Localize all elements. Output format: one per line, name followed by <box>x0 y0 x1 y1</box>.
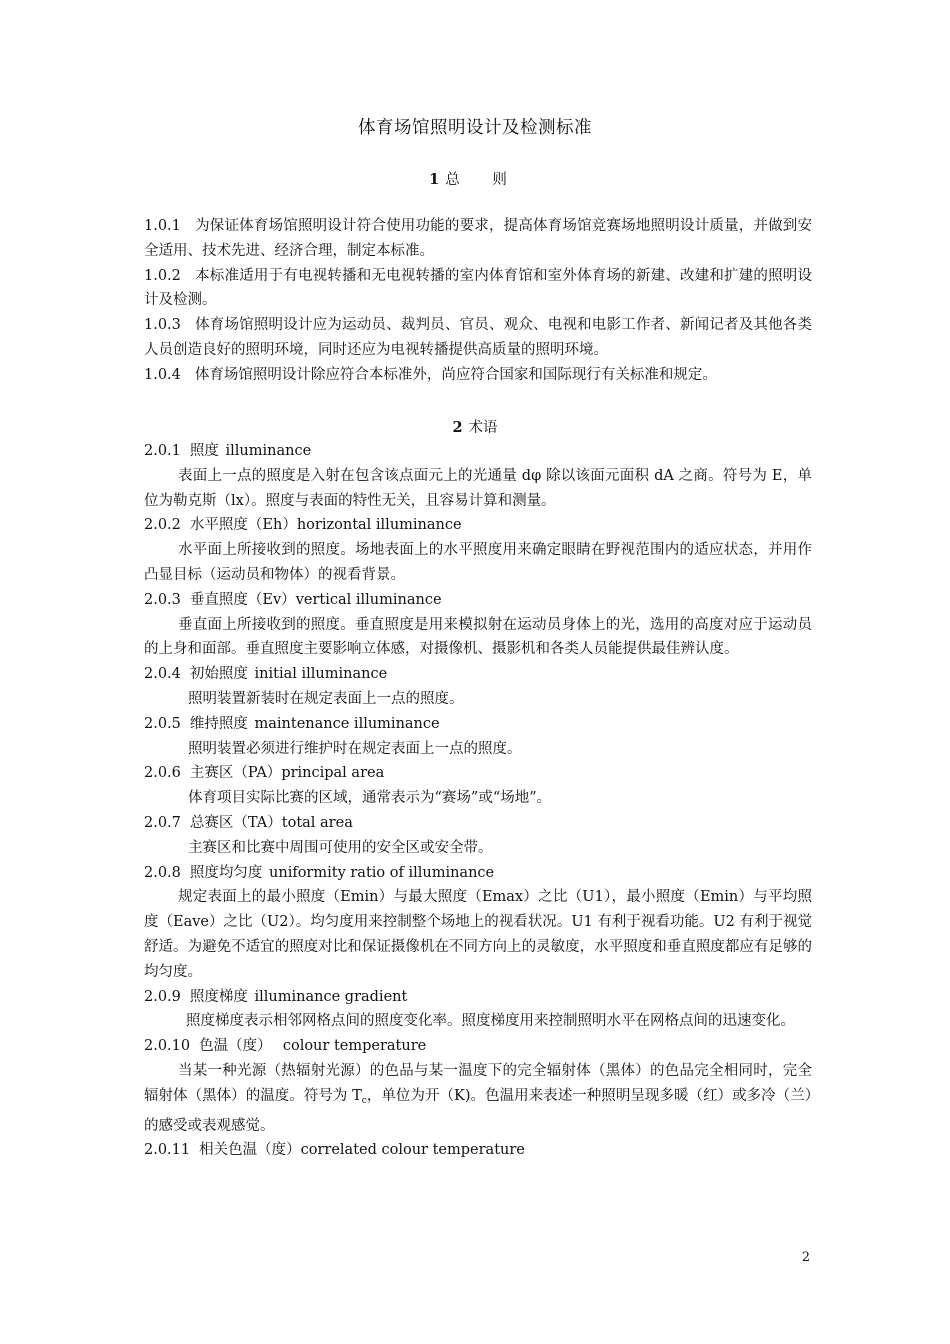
term-english: total area <box>281 814 353 831</box>
term-number: 2.0.8 <box>144 864 181 881</box>
term-chinese: 总赛区（TA） <box>189 814 282 831</box>
clause-1-0-2 <box>144 264 812 314</box>
term-number: 2.0.11 <box>144 1142 191 1159</box>
term-2-0-9-definition: 照度梯度表示相邻网格点间的照度变化率。照度梯度用来控制照明水平在网格点间的迅速变化。 <box>186 1013 795 1030</box>
section-2-body <box>144 439 812 1163</box>
term-english: correlated colour temperature <box>300 1142 525 1159</box>
clause-1-0-1 <box>144 214 812 264</box>
term-english: horizontal illuminance <box>296 517 462 534</box>
clause-number: 1.0.2 <box>144 267 181 284</box>
term-number: 2.0.2 <box>144 517 181 534</box>
term-2-0-1-definition: 表面上一点的照度是入射在包含该点面元上的光通量 dφ 除以该面元面积 dA 之商。符号为 E，单位为勒克斯（lx）。照度与表面的特性无关，且容易计算和测量。 <box>144 467 812 509</box>
term-number: 2.0.10 <box>144 1038 191 1055</box>
term-chinese: 维持照度 <box>189 715 248 732</box>
term-2-0-1-heading <box>144 439 812 464</box>
term-chinese: 水平照度（Eh） <box>189 517 297 534</box>
term-2-0-5-definition: 照明装置必须进行维护时在规定表面上一点的照度。 <box>188 740 522 757</box>
term-english: colour temperature <box>282 1038 427 1055</box>
page-number: 2 <box>801 1250 810 1265</box>
term-number: 2.0.3 <box>144 591 181 608</box>
section-1-heading <box>0 169 950 191</box>
term-2-0-10-heading <box>144 1034 812 1059</box>
term-2-0-10-definition <box>144 1059 812 1138</box>
clause-1-0-3 <box>144 313 812 363</box>
section-1-number: 1 <box>429 171 440 188</box>
clause-text: 体育场馆照明设计应为运动员、裁判员、官员、观众、电视和电影工作者、新闻记者及其他各类人员创造良好的照明环境，同时还应为电视转播提供高质量的照明环境。 <box>144 317 812 358</box>
term-2-0-4-definition: 照明装置新装时在规定表面上一点的照度。 <box>188 690 464 707</box>
term-english: uniformity ratio of illuminance <box>269 864 495 881</box>
term-number: 2.0.5 <box>144 715 181 732</box>
term-english: maintenance illuminance <box>254 715 440 732</box>
term-number: 2.0.1 <box>144 443 181 459</box>
term-chinese: 照度 <box>189 443 219 459</box>
term-2-0-6-definition: 体育项目实际比赛的区域，通常表示为“赛场”或“场地”。 <box>188 790 552 807</box>
term-2-0-2-definition: 水平面上所接收到的照度。场地表面上的水平照度用来确定眼睛在野视范围内的适应状态，并用作凸显目标（运动员和物体）的视看背景。 <box>144 542 812 583</box>
subscript-c: c <box>361 1095 367 1106</box>
term-chinese: 色温（度） <box>199 1038 272 1055</box>
document-title: 体育场馆照明设计及检测标准 <box>358 118 592 138</box>
section-2-number: 2 <box>452 419 463 436</box>
term-2-0-6-heading <box>144 761 812 786</box>
term-2-0-5-heading <box>144 712 812 737</box>
section-1-body <box>144 214 812 388</box>
term-2-0-8-heading <box>144 861 812 886</box>
clause-number: 1.0.1 <box>144 218 181 234</box>
term-number: 2.0.7 <box>144 814 181 831</box>
clause-1-0-4 <box>144 363 812 388</box>
term-number: 2.0.4 <box>144 666 181 683</box>
clause-text: 为保证体育场馆照明设计符合使用功能的要求，提高体育场馆竞赛场地照明设计质量，并做到安全适用、技术先进、经济合理，制定本标准。 <box>144 218 812 259</box>
definition-part-b: ，单位为开（K)。色温用来表述一种照明呈现多暖（红）或多冷（兰）的感受或表观感觉。 <box>144 1087 812 1134</box>
definition-part-a: 当某一种光源（热辐射光源）的色品与某一温度下的完全辐射体（黑体）的色品完全相同时，完全辐射体（黑体）的温度。符号为 T <box>144 1062 812 1104</box>
term-chinese: 照度均匀度 <box>189 864 263 881</box>
clause-number: 1.0.4 <box>144 366 181 383</box>
term-2-0-7-definition: 主赛区和比赛中周围可使用的安全区或安全带。 <box>188 839 493 856</box>
clause-number: 1.0.3 <box>144 317 181 334</box>
term-2-0-7-heading <box>144 811 812 836</box>
term-english: initial illuminance <box>254 666 388 683</box>
term-number: 2.0.9 <box>144 988 181 1005</box>
term-chinese: 照度梯度 <box>189 988 248 1005</box>
term-chinese: 初始照度 <box>189 666 248 683</box>
section-1-name: 总 则 <box>445 172 521 188</box>
term-2-0-2-heading <box>144 513 812 538</box>
term-2-0-4-heading <box>144 662 812 687</box>
term-2-0-11-heading <box>144 1138 812 1163</box>
term-2-0-3-heading <box>144 588 812 613</box>
term-chinese: 相关色温（度） <box>199 1142 301 1159</box>
term-2-0-8-definition: 规定表面上的最小照度（Emin）与最大照度（Emax）之比（U1），最小照度（Emin）与平均照度（Eave）之比（U2）。均匀度用来控制整个场地上的视看状况。U1 有利于视看功能。U2 有利于视觉舒适。为避免不适宜的照度对比和保证摄像机在不同方向上的灵敏度，水平照度和垂直照度都应有足够的均匀度。 <box>144 889 812 980</box>
section-2-heading <box>0 417 950 439</box>
term-english: vertical illuminance <box>295 591 442 608</box>
term-chinese: 主赛区（PA） <box>189 765 282 782</box>
term-english: illuminance gradient <box>254 988 408 1005</box>
clause-text: 体育场馆照明设计除应符合本标准外，尚应符合国家和国际现行有关标准和规定。 <box>194 366 717 383</box>
clause-text: 本标准适用于有电视转播和无电视转播的室内体育馆和室外体育场的新建、改建和扩建的照明设计及检测。 <box>144 267 812 309</box>
term-chinese: 垂直照度（Ev） <box>189 591 296 608</box>
term-english: principal area <box>281 765 385 782</box>
term-2-0-9-heading <box>144 985 812 1010</box>
term-2-0-3-definition: 垂直面上所接收到的照度。垂直照度是用来模拟射在运动员身体上的光，选用的高度对应于运动员的上身和面部。垂直照度主要影响立体感，对摄像机、摄影机和各类人员能提供最佳辨认度。 <box>144 616 812 658</box>
term-english: illuminance <box>225 443 312 459</box>
section-2-name: 术语 <box>468 420 498 436</box>
term-number: 2.0.6 <box>144 765 181 782</box>
